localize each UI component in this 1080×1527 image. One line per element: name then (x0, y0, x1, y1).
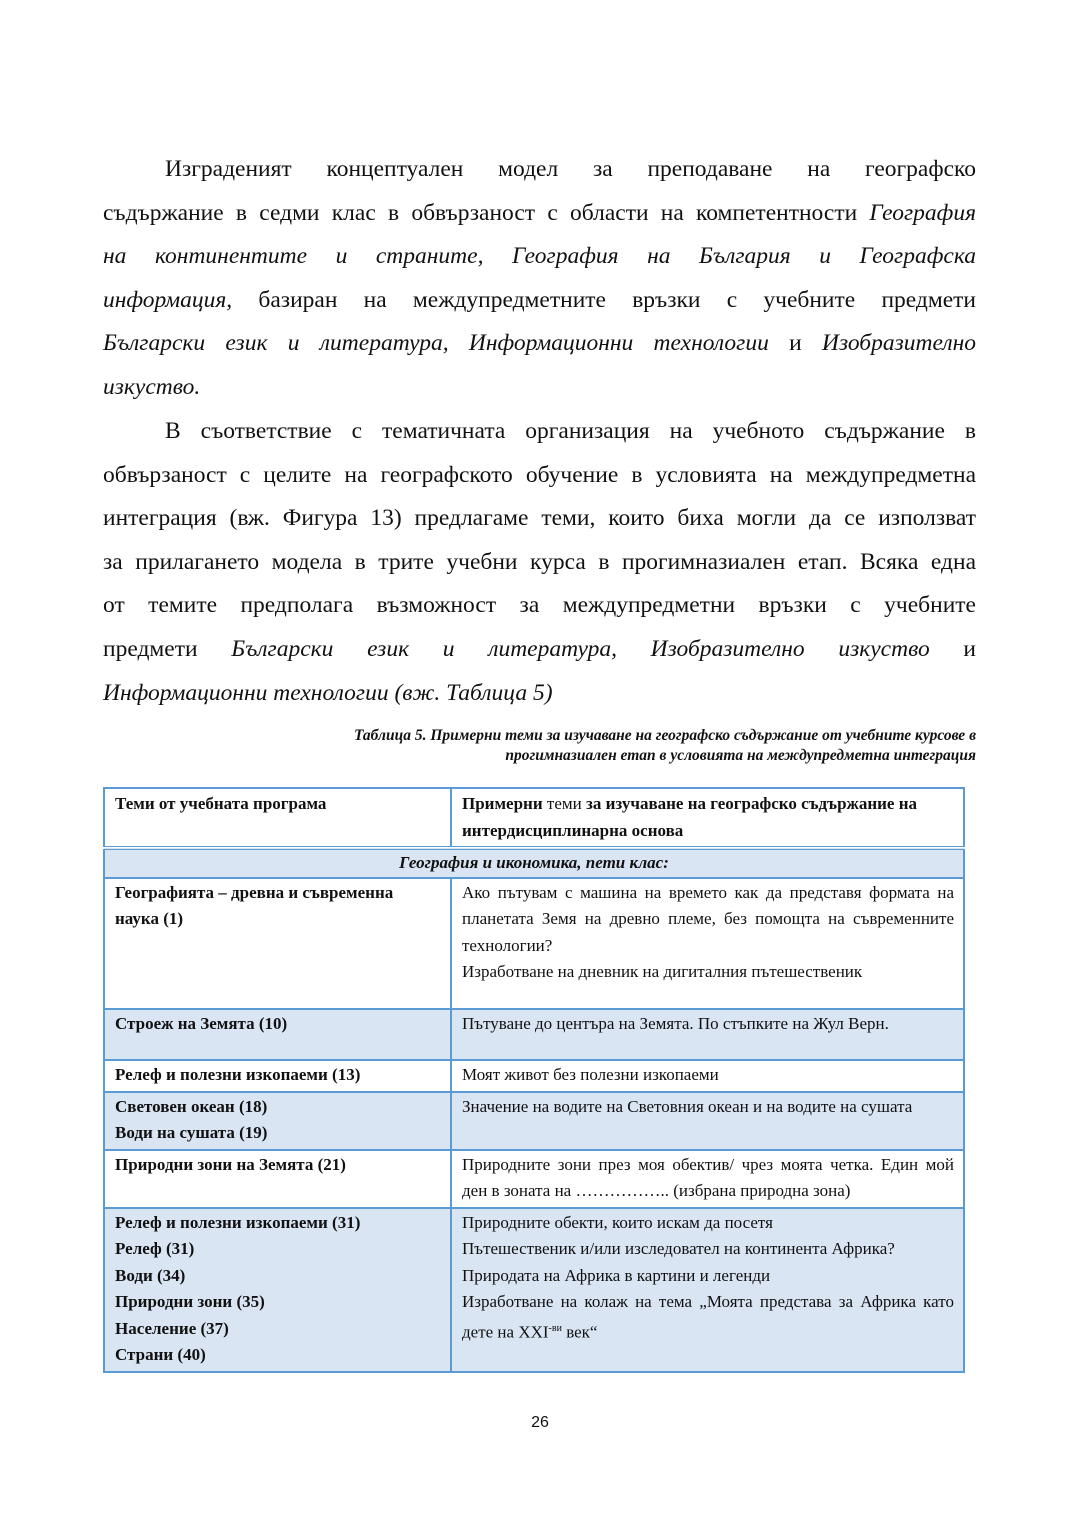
paragraph2-line (103, 410, 976, 454)
topic-item: Географията – древна и съвременна наука (1) (115, 882, 394, 928)
example-item (462, 1210, 954, 1237)
example-text: Изработване на колаж на тема „Моята представа за Африка като дете на XXI (462, 1292, 954, 1342)
paragraph2-line (103, 584, 976, 628)
paragraph2-line (103, 454, 976, 498)
header-topics-cell: Теми от учебната програма (104, 788, 451, 848)
text: от темите предполага възможност за междупредметни връзки с учебните (103, 592, 976, 619)
table-row (104, 1009, 964, 1061)
example-text: Пътуване до центъра на Земята. По стъпките на Жул Верн. (462, 1013, 889, 1033)
text: за прилагането модела в трите учебни курса в прогимназиален етап. Всяка една (103, 548, 976, 575)
italic-text: на континентите и страните, География на България и Географска (103, 243, 976, 270)
header-normal: теми (542, 794, 586, 813)
section-row (104, 848, 964, 878)
page-number: 26 (531, 1414, 549, 1431)
table-row (104, 1208, 964, 1372)
superscript-text: -ви (548, 1322, 562, 1334)
italic-text: Български език и литература, Изобразително изкуство (231, 635, 930, 662)
example-item (462, 880, 954, 960)
example-item (462, 1263, 954, 1290)
topic-item: Природни зони на Земята (21) (115, 1154, 346, 1174)
example-item (462, 1152, 954, 1205)
example-text: Пътешественик и/или изследовател на континента Африка? (462, 1239, 895, 1258)
example-cell (451, 1092, 964, 1150)
topic-cell (104, 1060, 451, 1092)
example-item (462, 1289, 954, 1346)
example-cell (451, 878, 964, 1009)
header-examples-cell (451, 788, 964, 848)
italic-text: Български език и литература, Информационни технологии (103, 330, 769, 357)
paragraph2-line (103, 497, 976, 541)
topic-item: Води на сушата (19) (115, 1123, 268, 1142)
topic-cell (104, 1009, 451, 1061)
example-text: Моят живот без полезни изкопаеми (462, 1065, 719, 1084)
italic-text: Информационни технологии (вж. Таблица 5) (103, 679, 553, 706)
topic-cell (104, 1150, 451, 1208)
topic-cell (104, 1208, 451, 1372)
paragraph-1 (103, 148, 976, 410)
topic-item: Релеф и полезни изкопаеми (13) (115, 1065, 361, 1084)
italic-text: изкуство. (103, 373, 201, 400)
header-bold-2: за изучаване на географско съдържание на интердисциплинарна основа (462, 794, 918, 840)
example-text: Природата на Африка в картини и легенди (462, 1265, 771, 1285)
text: предмети (103, 635, 232, 662)
paragraph1-line (103, 192, 976, 236)
table-header-row (104, 788, 964, 848)
text: обвързаност с целите на географското обучение в условията на междупредметна (103, 461, 976, 488)
table-row (104, 1060, 964, 1092)
topic-item: Води (34) (115, 1265, 186, 1285)
example-cell (451, 1208, 964, 1372)
topic-item: Природни зони (35) (115, 1292, 265, 1311)
caption-line-2: прогимназиален етап в условията на междупредметна интеграция (505, 747, 976, 764)
topic-item: Население (37) (115, 1318, 229, 1338)
text: базиран на междупредметните връзки с учебните предмети (232, 286, 976, 313)
example-item (462, 959, 954, 986)
table-row (104, 1150, 964, 1208)
topic-item: Страни (40) (115, 1345, 206, 1364)
text: и (768, 330, 823, 357)
example-text: Природните зони през моя обектив/ чрез моята четка. Един мой ден в зоната на …………….. (избрана природна зона) (462, 1154, 954, 1200)
topic-item: Строеж на Земята (10) (115, 1013, 288, 1033)
italic-text: География (869, 199, 976, 226)
topics-table (103, 787, 965, 1373)
topic-cell (104, 1092, 451, 1150)
section-title: География и икономика, пети клас: (104, 848, 964, 878)
paragraph1-line (103, 322, 976, 366)
paragraph2-line (103, 628, 976, 672)
paragraph1-line (103, 235, 976, 279)
table-caption (103, 726, 976, 766)
example-item (462, 1094, 954, 1121)
text: Изграденият концептуален модел за преподаване на географско (165, 156, 976, 182)
example-text: Значение на водите на Световния океан и на водите на сушата (462, 1096, 913, 1116)
example-item (462, 1011, 954, 1038)
example-text: Изработване на дневник на дигиталния пътешественик (462, 962, 863, 981)
topic-cell (104, 878, 451, 1009)
paragraph-2 (103, 410, 976, 715)
example-tail: век“ (561, 1322, 598, 1342)
paragraph1-line (103, 279, 976, 323)
example-item (462, 1236, 954, 1263)
topic-item: Релеф (31) (115, 1239, 195, 1258)
example-cell (451, 1150, 964, 1208)
paragraph1-line (103, 148, 976, 192)
example-text: Природните обекти, които искам да посетя (462, 1212, 773, 1232)
table-row (104, 1092, 964, 1150)
header-bold-1: Примерни (462, 794, 543, 813)
example-cell (451, 1060, 964, 1092)
caption-line-1: Таблица 5. Примерни теми за изучаване на географско съдържание от учебните курсове в (354, 727, 976, 744)
text: съдържание в седми клас в обвързаност с области на компетентности (103, 199, 870, 226)
table-row (104, 878, 964, 1009)
text: В съответствие с тематичната организация на учебното съдържание в (165, 418, 976, 444)
example-cell (451, 1009, 964, 1061)
topic-item: Релеф и полезни изкопаеми (31) (115, 1212, 361, 1232)
text: интеграция (вж. Фигура 13) предлагаме теми, които биха могли да се използват (103, 505, 976, 532)
topic-item: Световен океан (18) (115, 1096, 268, 1116)
example-item (462, 1062, 954, 1089)
example-text: Ако пътувам с машина на времето как да представя формата на планетата Земя на древно племе, без помощта на съвременните технологии? (462, 882, 954, 955)
italic-text: информация, (103, 286, 233, 313)
italic-text: Изобразително (822, 330, 977, 357)
text: и (929, 635, 976, 662)
paragraph1-line (103, 366, 976, 410)
paragraph2-line (103, 672, 976, 716)
paragraph2-line (103, 541, 976, 585)
